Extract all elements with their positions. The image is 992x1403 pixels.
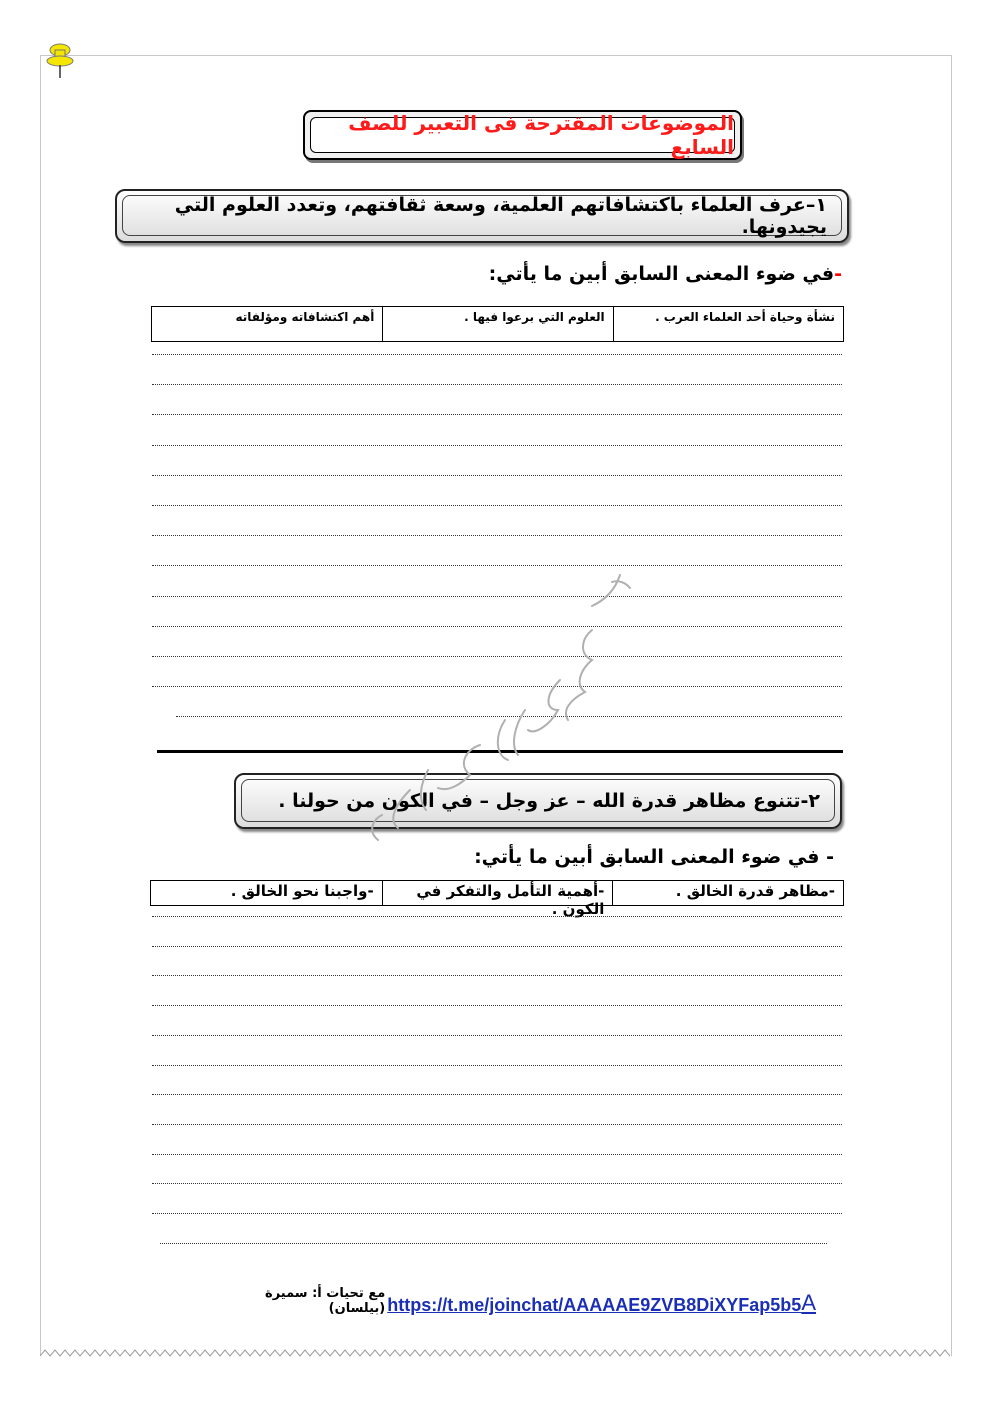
writing-line	[152, 1183, 842, 1184]
instruction-1-text: في ضوء المعنى السابق أبين ما يأتي:	[488, 263, 835, 285]
writing-line	[152, 946, 842, 947]
page-title-box	[303, 110, 742, 160]
writing-line	[152, 975, 842, 976]
telegram-link[interactable]: https://t.me/joinchat/AAAAAE9ZVB8DiXYFap5b5	[387, 1295, 802, 1315]
writing-line	[152, 1094, 842, 1095]
footer-credit: مع تحيات أ: سميرة (بيلسان)	[265, 1286, 386, 1316]
table-2-cell: -واجبنا نحو الخالق .	[230, 882, 374, 900]
table-1	[151, 306, 844, 342]
writing-line	[152, 1065, 842, 1066]
instruction-2: - في ضوء المعنى السابق أبين ما يأتي:	[474, 846, 834, 868]
footer	[236, 1286, 816, 1316]
writing-line	[152, 354, 842, 355]
topic-1-box	[115, 189, 849, 243]
writing-line	[152, 414, 842, 415]
table-2	[150, 880, 844, 918]
topic-2-text: ٢-تتنوع مظاهر قدرة الله – عز وجل – في الكون من حولنا .	[241, 779, 835, 822]
table-2-cell: -أهمية التأمل والتفكر في الكون .	[382, 881, 613, 905]
handwritten-signature-watermark	[330, 560, 650, 860]
writing-line	[152, 384, 842, 385]
writing-line	[152, 475, 842, 476]
pushpin-icon	[42, 40, 78, 82]
topic-1-text: ١–عرف العلماء باكتشافاتهم العلمية، وسعة ثقافتهم، وتعدد العلوم التي يجيدونها.	[122, 195, 842, 236]
writing-line	[152, 916, 842, 917]
writing-line	[152, 445, 842, 446]
table-1-cell: أهم اكتشافاته ومؤلفاته	[235, 310, 375, 324]
writing-line	[152, 535, 842, 536]
writing-line	[152, 505, 842, 506]
writing-line	[160, 1243, 827, 1244]
instruction-1	[489, 263, 842, 285]
writing-line	[152, 1035, 842, 1036]
writing-line	[152, 1154, 842, 1155]
table-2-cell: -مظاهر قدرة الخالق .	[612, 881, 843, 905]
table-1-cell: العلوم التي برعوا فيها .	[382, 307, 612, 341]
writing-line	[152, 1213, 842, 1214]
table-1-cell: نشأة وحياة أحد العلماء العرب .	[613, 307, 843, 341]
writing-line	[152, 1005, 842, 1006]
instruction-1-dash: -	[834, 263, 842, 285]
page-title: الموضوعات المقترحة فى التعبير للصف السابع	[310, 117, 735, 153]
telegram-link-tail[interactable]: A	[801, 1290, 816, 1315]
page-border-zigzag	[40, 1348, 950, 1360]
writing-line	[152, 1124, 842, 1125]
